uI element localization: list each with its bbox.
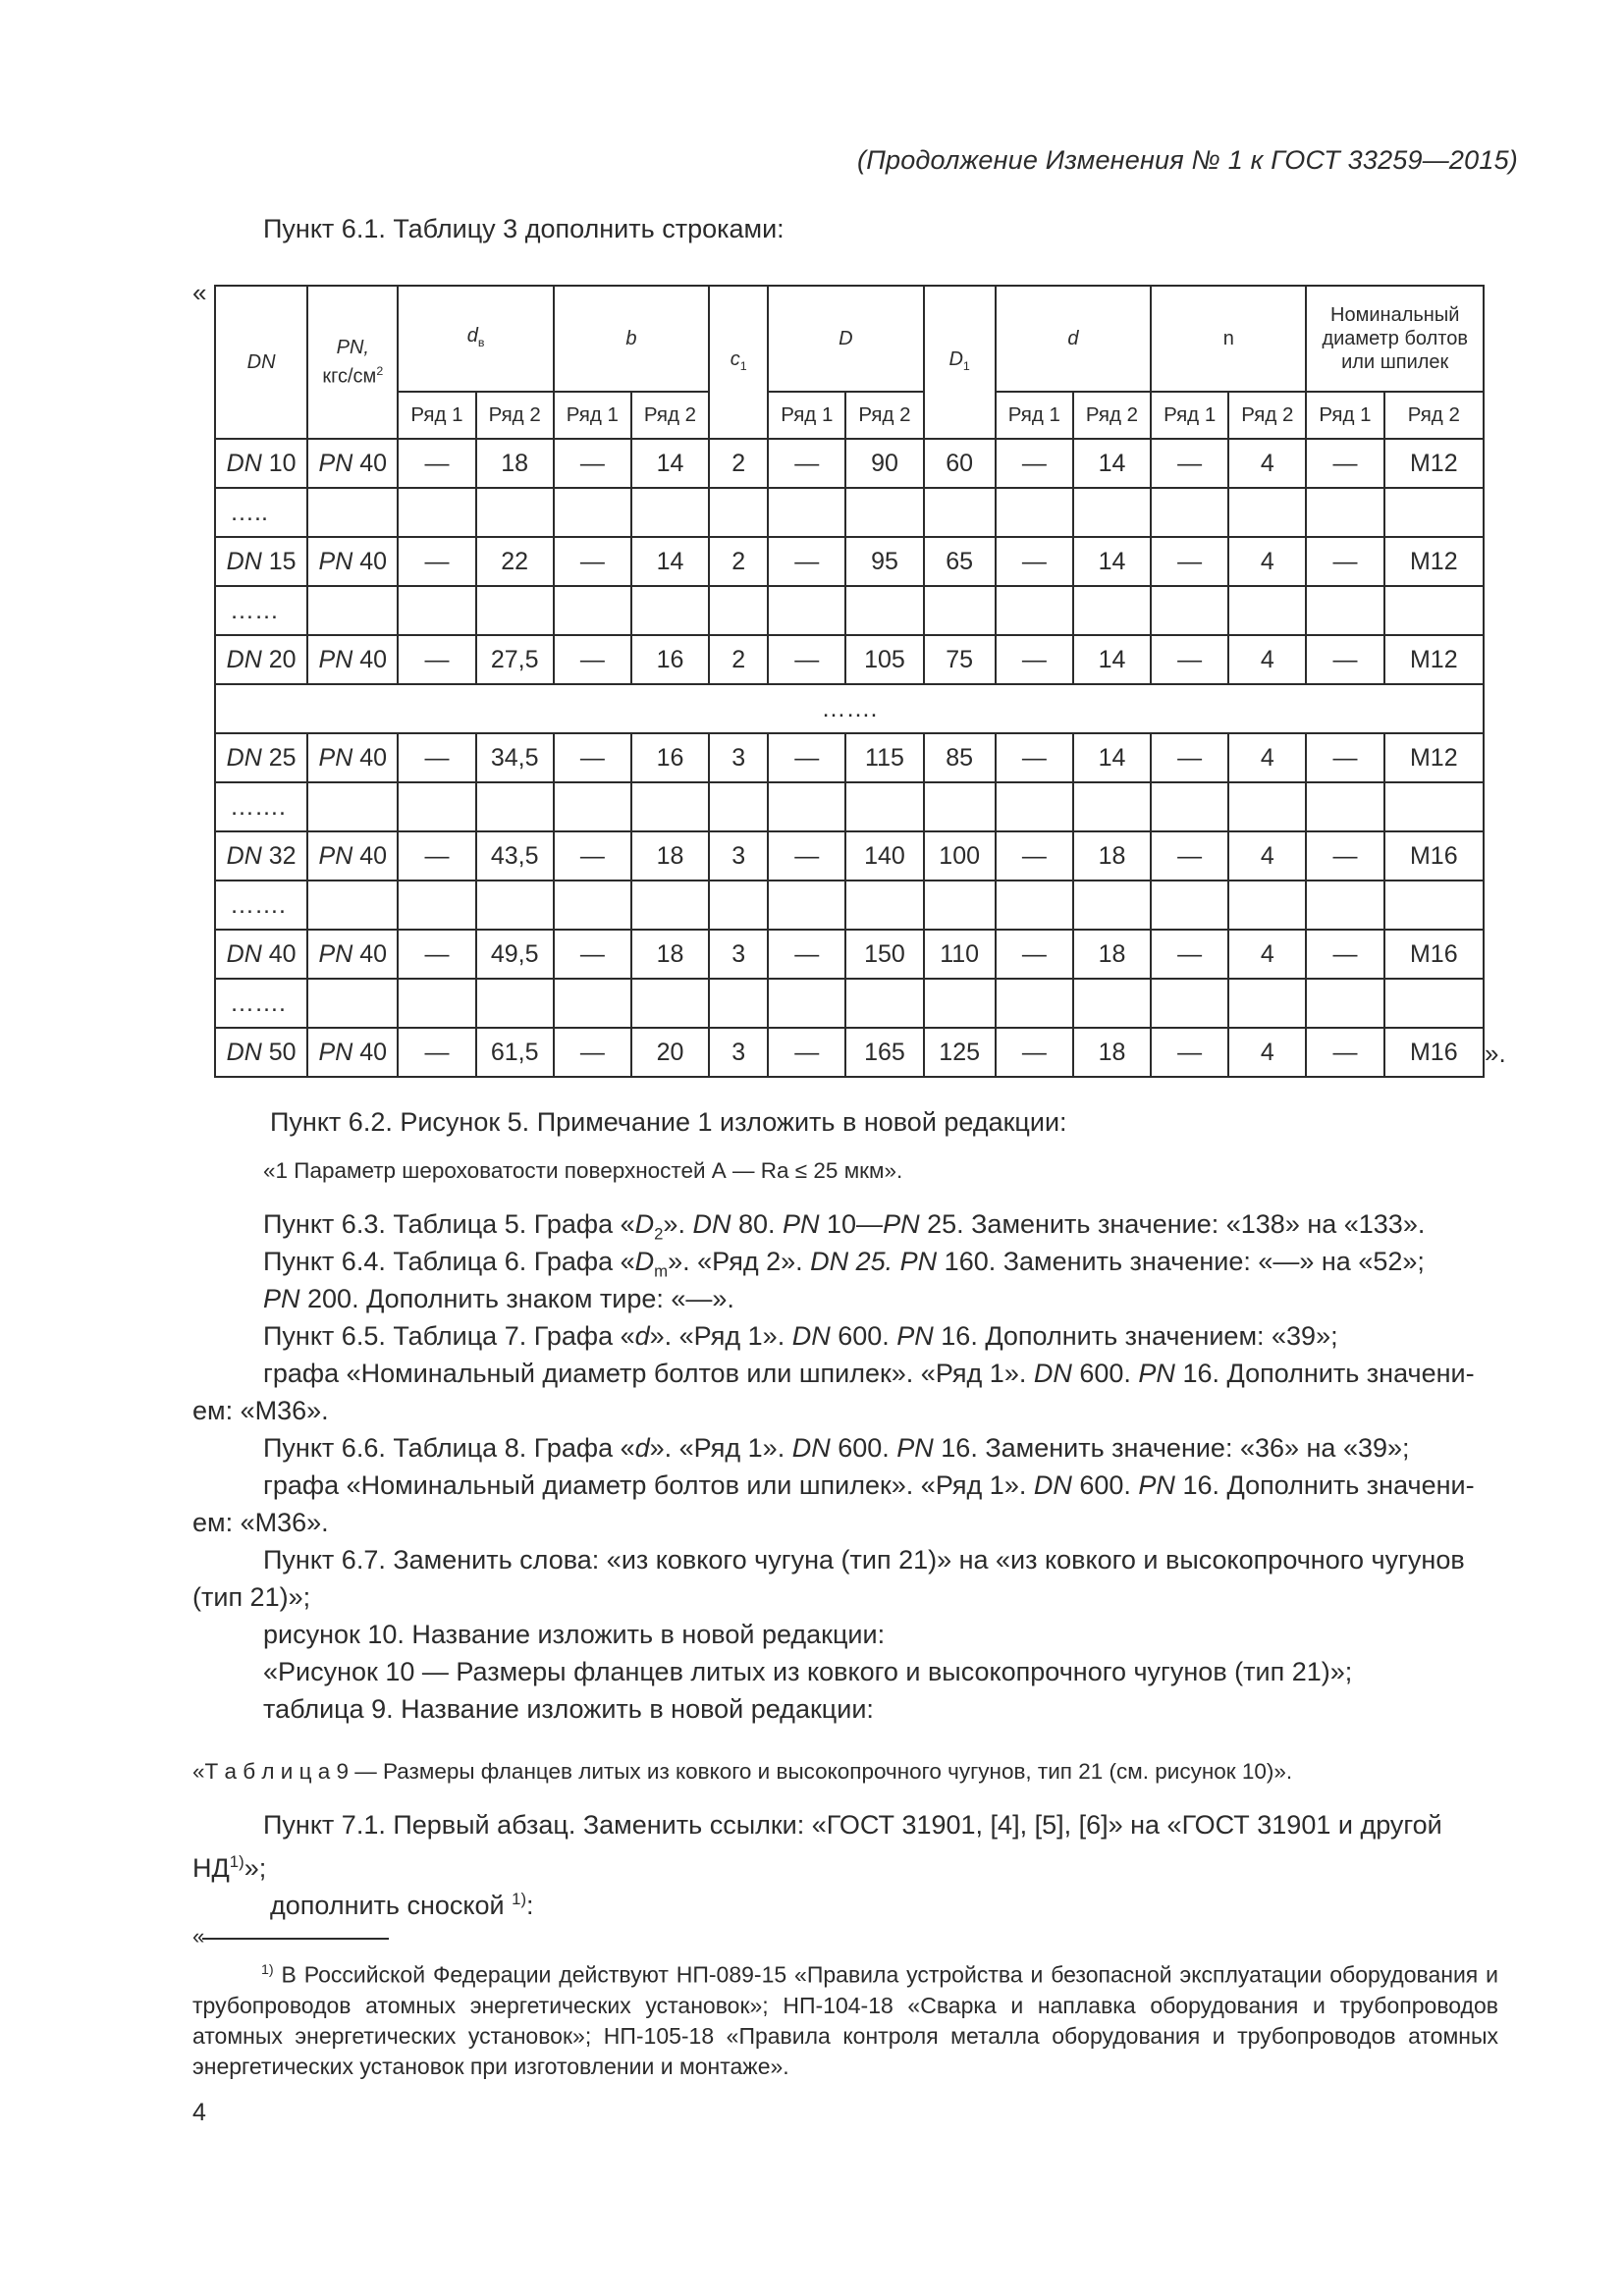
value-cell: — bbox=[1151, 930, 1228, 979]
value-cell: — bbox=[996, 1028, 1073, 1077]
value-cell: М12 bbox=[1384, 537, 1484, 586]
empty-cell bbox=[1306, 881, 1383, 930]
value-cell: — bbox=[1306, 733, 1383, 782]
open-quote: « bbox=[192, 278, 207, 307]
empty-cell bbox=[924, 881, 996, 930]
value-cell: — bbox=[1151, 733, 1228, 782]
value-cell: 165 bbox=[845, 1028, 923, 1077]
empty-cell bbox=[307, 881, 398, 930]
empty-cell bbox=[476, 979, 554, 1028]
dn-cell: DN 25 bbox=[215, 733, 307, 782]
ellipsis-cell: …… bbox=[215, 586, 307, 635]
value-cell: 14 bbox=[1073, 537, 1151, 586]
empty-cell bbox=[1073, 586, 1151, 635]
p65: Пункт 6.5. Таблица 7. Графа «d». «Ряд 1». DN 600. PN 16. Дополнить значением: «39»; bbox=[263, 1321, 1338, 1351]
header-dn: DN bbox=[215, 286, 307, 439]
empty-cell bbox=[768, 488, 845, 537]
empty-cell bbox=[996, 881, 1073, 930]
row-label-cell: Ряд 2 bbox=[476, 392, 554, 439]
empty-cell bbox=[398, 881, 475, 930]
p66: Пункт 6.6. Таблица 8. Графа «d». «Ряд 1». DN 600. PN 16. Заменить значение: «36» на «39»; bbox=[263, 1433, 1410, 1463]
value-cell: — bbox=[996, 537, 1073, 586]
empty-cell bbox=[1151, 881, 1228, 930]
value-cell: 16 bbox=[631, 635, 709, 684]
ellipsis-cell: ……. bbox=[215, 782, 307, 831]
value-cell: — bbox=[1151, 831, 1228, 881]
row-label-cell: Ряд 2 bbox=[631, 392, 709, 439]
empty-cell bbox=[1228, 488, 1306, 537]
table-ellipsis-row bbox=[215, 684, 1484, 733]
value-cell: 14 bbox=[1073, 635, 1151, 684]
value-cell: — bbox=[554, 930, 631, 979]
dn-cell: DN 50 bbox=[215, 1028, 307, 1077]
value-cell: 4 bbox=[1228, 439, 1306, 488]
value-cell: — bbox=[996, 930, 1073, 979]
value-cell: 43,5 bbox=[476, 831, 554, 881]
p67: Пункт 6.7. Заменить слова: «из ковкого чугуна (тип 21)» на «из ковкого и высокопрочного чугунов bbox=[263, 1545, 1465, 1575]
value-cell: — bbox=[996, 831, 1073, 881]
empty-cell bbox=[1073, 782, 1151, 831]
p66-line2: графа «Номинальный диаметр болтов или шпилек». «Ряд 1». DN 600. PN 16. Дополнить значени- bbox=[263, 1470, 1475, 1500]
value-cell: 3 bbox=[709, 831, 768, 881]
value-cell: 14 bbox=[1073, 733, 1151, 782]
empty-cell bbox=[476, 586, 554, 635]
empty-cell bbox=[476, 881, 554, 930]
page-number: 4 bbox=[192, 2099, 206, 2126]
ellipsis-cell: ……. bbox=[215, 979, 307, 1028]
dn-cell: DN 20 bbox=[215, 635, 307, 684]
value-cell: 65 bbox=[924, 537, 996, 586]
empty-cell bbox=[307, 979, 398, 1028]
header-D: D bbox=[768, 286, 923, 392]
empty-cell bbox=[1306, 979, 1383, 1028]
header-n: n bbox=[1151, 286, 1306, 392]
empty-cell bbox=[1151, 782, 1228, 831]
table-ellipsis-row bbox=[215, 782, 1484, 831]
empty-cell bbox=[845, 979, 923, 1028]
value-cell: — bbox=[1151, 439, 1228, 488]
value-cell: — bbox=[768, 1028, 845, 1077]
value-cell: 100 bbox=[924, 831, 996, 881]
p64-continuation: PN 200. Дополнить знаком тире: «—». bbox=[263, 1284, 734, 1313]
value-cell: 61,5 bbox=[476, 1028, 554, 1077]
empty-cell bbox=[845, 782, 923, 831]
p66-line3: ем: «М36». bbox=[192, 1508, 329, 1537]
p71: Пункт 7.1. Первый абзац. Заменить ссылки: «ГОСТ 31901, [4], [5], [6]» на «ГОСТ 31901 и другой bbox=[263, 1810, 1442, 1840]
empty-cell bbox=[1228, 782, 1306, 831]
empty-cell bbox=[554, 586, 631, 635]
empty-cell bbox=[554, 488, 631, 537]
header-d: d bbox=[996, 286, 1151, 392]
empty-cell bbox=[768, 782, 845, 831]
row-label-cell: Ряд 1 bbox=[768, 392, 845, 439]
pn-cell: PN 40 bbox=[307, 439, 398, 488]
table-row bbox=[215, 930, 1484, 979]
empty-cell bbox=[709, 782, 768, 831]
pn-cell: PN 40 bbox=[307, 537, 398, 586]
pn-cell: PN 40 bbox=[307, 831, 398, 881]
value-cell: — bbox=[398, 439, 475, 488]
p67-figure10: рисунок 10. Название изложить в новой редакции: bbox=[263, 1620, 886, 1649]
empty-cell bbox=[1151, 488, 1228, 537]
empty-cell bbox=[554, 979, 631, 1028]
value-cell: 105 bbox=[845, 635, 923, 684]
value-cell: — bbox=[554, 1028, 631, 1077]
empty-cell bbox=[398, 979, 475, 1028]
table-body bbox=[215, 439, 1484, 1077]
value-cell: 18 bbox=[476, 439, 554, 488]
row-label-cell: Ряд 1 bbox=[1151, 392, 1228, 439]
empty-cell bbox=[1306, 586, 1383, 635]
p67-table9: таблица 9. Название изложить в новой редакции: bbox=[263, 1694, 874, 1724]
value-cell: 4 bbox=[1228, 831, 1306, 881]
value-cell: 125 bbox=[924, 1028, 996, 1077]
value-cell: 14 bbox=[631, 439, 709, 488]
value-cell: — bbox=[996, 733, 1073, 782]
empty-cell bbox=[398, 586, 475, 635]
p67-line2: (тип 21)»; bbox=[192, 1582, 311, 1612]
empty-cell bbox=[307, 586, 398, 635]
value-cell: М16 bbox=[1384, 1028, 1484, 1077]
empty-cell bbox=[709, 881, 768, 930]
empty-cell bbox=[1384, 782, 1484, 831]
table-header-row bbox=[215, 286, 1484, 392]
value-cell: 75 bbox=[924, 635, 996, 684]
empty-cell bbox=[476, 488, 554, 537]
value-cell: 85 bbox=[924, 733, 996, 782]
value-cell: — bbox=[1306, 930, 1383, 979]
ellipsis-cell: ……. bbox=[215, 684, 1484, 733]
empty-cell bbox=[631, 881, 709, 930]
table-row bbox=[215, 831, 1484, 881]
empty-cell bbox=[924, 782, 996, 831]
value-cell: М12 bbox=[1384, 439, 1484, 488]
row-label-cell: Ряд 2 bbox=[1384, 392, 1484, 439]
value-cell: — bbox=[398, 635, 475, 684]
value-cell: — bbox=[1151, 635, 1228, 684]
empty-cell bbox=[307, 782, 398, 831]
table-ellipsis-row bbox=[215, 979, 1484, 1028]
value-cell: 110 bbox=[924, 930, 996, 979]
value-cell: 140 bbox=[845, 831, 923, 881]
table-ellipsis-row bbox=[215, 881, 1484, 930]
value-cell: 18 bbox=[1073, 930, 1151, 979]
value-cell: М12 bbox=[1384, 635, 1484, 684]
value-cell: 18 bbox=[1073, 831, 1151, 881]
table-ellipsis-row bbox=[215, 488, 1484, 537]
value-cell: 95 bbox=[845, 537, 923, 586]
value-cell: 2 bbox=[709, 537, 768, 586]
value-cell: 2 bbox=[709, 439, 768, 488]
value-cell: — bbox=[554, 537, 631, 586]
header-pn: PN, кгс/$см^2$ bbox=[307, 286, 398, 439]
row-label-cell: Ряд 2 bbox=[1073, 392, 1151, 439]
empty-cell bbox=[996, 488, 1073, 537]
value-cell: 3 bbox=[709, 1028, 768, 1077]
running-header: (Продолжение Изменения № 1 к ГОСТ 33259—2015) bbox=[857, 145, 1518, 175]
value-cell: 4 bbox=[1228, 635, 1306, 684]
empty-cell bbox=[768, 881, 845, 930]
table9-title: «Т а б л и ц а 9 — Размеры фланцев литых из ковкого и высокопрочного чугунов, тип 21 (см. рисунок 10)». bbox=[192, 1759, 1293, 1784]
empty-cell bbox=[924, 586, 996, 635]
empty-cell bbox=[398, 488, 475, 537]
empty-cell bbox=[398, 782, 475, 831]
empty-cell bbox=[768, 979, 845, 1028]
value-cell: — bbox=[768, 930, 845, 979]
pn-cell: PN 40 bbox=[307, 1028, 398, 1077]
value-cell: 18 bbox=[631, 831, 709, 881]
empty-cell bbox=[631, 586, 709, 635]
value-cell: — bbox=[398, 831, 475, 881]
header-dv: $d_в$ bbox=[398, 286, 553, 392]
empty-cell bbox=[996, 979, 1073, 1028]
value-cell: — bbox=[1306, 1028, 1383, 1077]
value-cell: — bbox=[768, 439, 845, 488]
dn-cell: DN 32 bbox=[215, 831, 307, 881]
dn-cell: DN 10 bbox=[215, 439, 307, 488]
p64: Пункт 6.4. Таблица 6. Графа «$D_m$». «Ряд 2». DN 25. PN 160. Заменить значение: «—» на «52»; bbox=[263, 1247, 1425, 1281]
p62-quote: «1 Параметр шероховатости поверхностей А — Ra ≤ 25 мкм». bbox=[263, 1158, 903, 1183]
header-c1: $c_1$ bbox=[709, 286, 768, 439]
row-label-cell: Ряд 1 bbox=[554, 392, 631, 439]
empty-cell bbox=[845, 881, 923, 930]
p71-line2: НД$^{1)}$»; bbox=[192, 1852, 267, 1883]
value-cell: — bbox=[554, 733, 631, 782]
table-3-additions bbox=[214, 285, 1485, 1078]
empty-cell bbox=[996, 782, 1073, 831]
footnote: $^{1)}$ В Российской Федерации действуют НП-089-15 «Правила устройства и безопасной эксплуатации оборудования и трубопроводов атомных энергетических установок»; НП-104-18 «Сварка и наплавка оборудования и трубопроводов атомных энергетических установок»; НП-105-18 «Правила контроля металла оборудования и трубопроводов атомных энергетических установок при изготовлении и монтаже». bbox=[192, 1961, 1498, 2079]
value-cell: 18 bbox=[1073, 1028, 1151, 1077]
value-cell: М12 bbox=[1384, 733, 1484, 782]
value-cell: — bbox=[768, 635, 845, 684]
empty-cell bbox=[1073, 488, 1151, 537]
header-D1: $D_1$ bbox=[924, 286, 996, 439]
empty-cell bbox=[1073, 979, 1151, 1028]
value-cell: — bbox=[1151, 537, 1228, 586]
empty-cell bbox=[1151, 586, 1228, 635]
empty-cell bbox=[924, 979, 996, 1028]
value-cell: 3 bbox=[709, 733, 768, 782]
table-row bbox=[215, 537, 1484, 586]
empty-cell bbox=[631, 782, 709, 831]
table-row bbox=[215, 635, 1484, 684]
table-row bbox=[215, 1028, 1484, 1077]
value-cell: — bbox=[398, 733, 475, 782]
value-cell: — bbox=[768, 537, 845, 586]
value-cell: 20 bbox=[631, 1028, 709, 1077]
value-cell: 22 bbox=[476, 537, 554, 586]
row-label-cell: Ряд 2 bbox=[845, 392, 923, 439]
header-nominal-diameter: Номинальный диаметр болтов или шпилек bbox=[1306, 286, 1484, 392]
empty-cell bbox=[307, 488, 398, 537]
ellipsis-cell: ….. bbox=[215, 488, 307, 537]
value-cell: 4 bbox=[1228, 1028, 1306, 1077]
value-cell: М16 bbox=[1384, 831, 1484, 881]
value-cell: — bbox=[1151, 1028, 1228, 1077]
value-cell: 14 bbox=[1073, 439, 1151, 488]
value-cell: — bbox=[1306, 635, 1383, 684]
dn-cell: DN 15 bbox=[215, 537, 307, 586]
value-cell: 150 bbox=[845, 930, 923, 979]
value-cell: 18 bbox=[631, 930, 709, 979]
value-cell: — bbox=[554, 635, 631, 684]
empty-cell bbox=[709, 979, 768, 1028]
value-cell: М16 bbox=[1384, 930, 1484, 979]
p71-footnote-ref: дополнить сноской $^{1)}$: bbox=[270, 1890, 534, 1920]
close-quote: ». bbox=[1485, 1039, 1506, 1068]
value-cell: 4 bbox=[1228, 930, 1306, 979]
empty-cell bbox=[996, 586, 1073, 635]
value-cell: 16 bbox=[631, 733, 709, 782]
row-label-cell: Ряд 2 bbox=[1228, 392, 1306, 439]
footnote-separator bbox=[202, 1938, 389, 1940]
empty-cell bbox=[1384, 881, 1484, 930]
row-label-cell: Ряд 1 bbox=[996, 392, 1073, 439]
value-cell: — bbox=[398, 537, 475, 586]
empty-cell bbox=[476, 782, 554, 831]
empty-cell bbox=[845, 488, 923, 537]
empty-cell bbox=[631, 979, 709, 1028]
value-cell: — bbox=[398, 1028, 475, 1077]
empty-cell bbox=[768, 586, 845, 635]
table-subheader-row bbox=[215, 392, 1484, 439]
value-cell: 115 bbox=[845, 733, 923, 782]
empty-cell bbox=[1228, 881, 1306, 930]
p62: Пункт 6.2. Рисунок 5. Примечание 1 изложить в новой редакции: bbox=[270, 1107, 1067, 1137]
value-cell: 2 bbox=[709, 635, 768, 684]
p65-line2: графа «Номинальный диаметр болтов или шпилек». «Ряд 1». DN 600. PN 16. Дополнить значени- bbox=[263, 1359, 1475, 1388]
row-label-cell: Ряд 1 bbox=[398, 392, 475, 439]
empty-cell bbox=[631, 488, 709, 537]
pn-cell: PN 40 bbox=[307, 635, 398, 684]
value-cell: 27,5 bbox=[476, 635, 554, 684]
value-cell: — bbox=[768, 733, 845, 782]
value-cell: 49,5 bbox=[476, 930, 554, 979]
value-cell: 4 bbox=[1228, 537, 1306, 586]
value-cell: 34,5 bbox=[476, 733, 554, 782]
value-cell: 60 bbox=[924, 439, 996, 488]
value-cell: — bbox=[1306, 831, 1383, 881]
empty-cell bbox=[1151, 979, 1228, 1028]
empty-cell bbox=[554, 782, 631, 831]
pn-cell: PN 40 bbox=[307, 930, 398, 979]
value-cell: — bbox=[996, 635, 1073, 684]
empty-cell bbox=[1384, 979, 1484, 1028]
empty-cell bbox=[554, 881, 631, 930]
value-cell: — bbox=[1306, 439, 1383, 488]
empty-cell bbox=[1306, 488, 1383, 537]
dn-cell: DN 40 bbox=[215, 930, 307, 979]
p63: Пункт 6.3. Таблица 5. Графа «$D_2$». DN 80. PN 10—PN 25. Заменить значение: «138» на «133». bbox=[263, 1209, 1426, 1244]
footnote-quote: « bbox=[192, 1924, 205, 1949]
p65-line3: ем: «М36». bbox=[192, 1396, 329, 1425]
empty-cell bbox=[1384, 488, 1484, 537]
table-row bbox=[215, 439, 1484, 488]
value-cell: — bbox=[398, 930, 475, 979]
value-cell: — bbox=[1306, 537, 1383, 586]
row-label-cell: Ряд 1 bbox=[1306, 392, 1383, 439]
empty-cell bbox=[1073, 881, 1151, 930]
empty-cell bbox=[1228, 979, 1306, 1028]
table-ellipsis-row bbox=[215, 586, 1484, 635]
empty-cell bbox=[924, 488, 996, 537]
p67-figure10-title: «Рисунок 10 — Размеры фланцев литых из ковкого и высокопрочного чугунов (тип 21)»; bbox=[263, 1657, 1353, 1686]
value-cell: 3 bbox=[709, 930, 768, 979]
value-cell: — bbox=[996, 439, 1073, 488]
table-row bbox=[215, 733, 1484, 782]
empty-cell bbox=[1384, 586, 1484, 635]
empty-cell bbox=[1306, 782, 1383, 831]
value-cell: — bbox=[768, 831, 845, 881]
empty-cell bbox=[1228, 586, 1306, 635]
empty-cell bbox=[845, 586, 923, 635]
value-cell: 90 bbox=[845, 439, 923, 488]
empty-cell bbox=[709, 586, 768, 635]
intro-paragraph: Пункт 6.1. Таблицу 3 дополнить строками: bbox=[263, 214, 785, 243]
ellipsis-cell: ……. bbox=[215, 881, 307, 930]
header-b: b bbox=[554, 286, 709, 392]
value-cell: — bbox=[554, 439, 631, 488]
value-cell: 14 bbox=[631, 537, 709, 586]
value-cell: 4 bbox=[1228, 733, 1306, 782]
value-cell: — bbox=[554, 831, 631, 881]
pn-cell: PN 40 bbox=[307, 733, 398, 782]
empty-cell bbox=[709, 488, 768, 537]
